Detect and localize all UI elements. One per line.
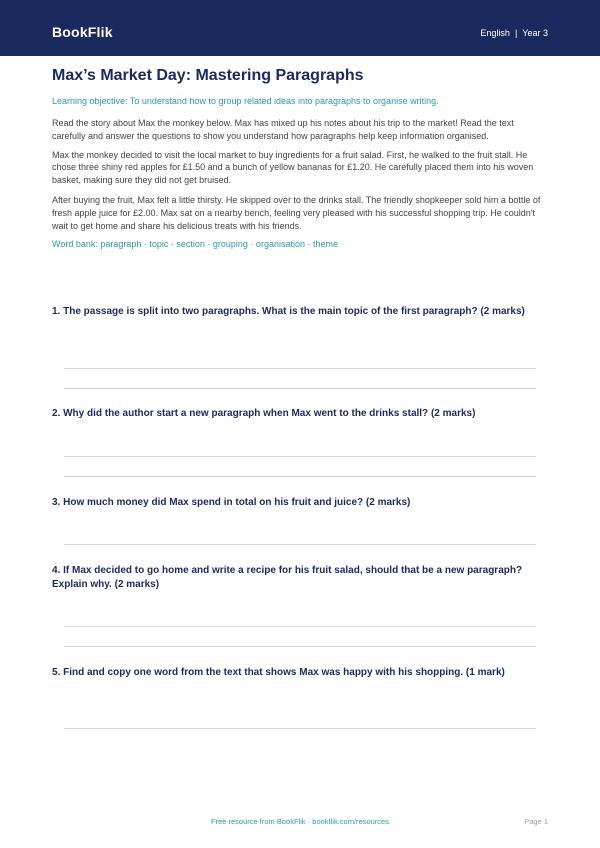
story-paragraph-2: After buying the fruit, Max felt a little thirsty. He skipped over to the drinks stall. The friendly shopkeeper sold him a bottle of fresh apple juice for £2.00. Max sat on a nearby bench, feeling very pleased with his successful shopping trip. He couldn't wait to get home and share his delicious treats with his friends.: [52, 194, 541, 231]
answer-line[interactable]: [64, 476, 536, 477]
learning-objective: Learning objective: To understand how to group related ideas into paragraphs to organise writing.: [52, 96, 439, 106]
word-bank: Word bank: paragraph · topic · section · grouping · organisation · theme: [52, 239, 338, 250]
subject-name: English: [480, 28, 510, 38]
question-1: 1. The passage is split into two paragraphs. What is the main topic of the first paragraph? (2 marks): [52, 306, 525, 317]
footer-source: Free resource from BookFlik · bookflik.com/resources: [211, 817, 389, 826]
brand-logo: BookFlik: [52, 24, 113, 40]
answer-line[interactable]: [64, 646, 536, 647]
answer-line[interactable]: [64, 368, 536, 369]
worksheet-title: Max’s Market Day: Mastering Paragraphs: [52, 67, 364, 84]
answer-line[interactable]: [64, 626, 536, 627]
year-group: Year 3: [522, 28, 548, 38]
story-passage: [52, 149, 548, 233]
question-5: 5. Find and copy one word from the text that shows Max was happy with his shopping. (1 mark): [52, 667, 505, 678]
subject-label: [480, 28, 548, 38]
story-paragraph-1: Max the monkey decided to visit the local market to buy ingredients for a fruit salad. First, he walked to the fruit stall. He chose three shiny red apples for £1.50 and a bunch of yellow bananas for £1.20. He carefully placed them into his woven basket, making sure they did not get bruised.: [52, 149, 534, 186]
answer-line[interactable]: [64, 456, 536, 457]
worksheet-body: [52, 66, 548, 249]
header-bar: [0, 0, 600, 56]
question-4: 4. If Max decided to go home and write a recipe for his fruit salad, should that be a new paragraph? Explain why. (2 marks): [52, 565, 523, 590]
answer-line[interactable]: [64, 728, 536, 729]
instructions: Read the story about Max the monkey below. Max has mixed up his notes about his trip to the market! Read the text carefully and answer the questions to show you understand how paragraphs help keep information organised.: [52, 118, 514, 141]
subject-separator: |: [514, 28, 518, 38]
page-number: Page 1: [524, 817, 548, 826]
question-2: 2. Why did the author start a new paragraph when Max went to the drinks stall? (2 marks): [52, 408, 476, 419]
answer-line[interactable]: [64, 544, 536, 545]
answer-line[interactable]: [64, 388, 536, 389]
question-3: 3. How much money did Max spend in total on his fruit and juice? (2 marks): [52, 497, 411, 508]
